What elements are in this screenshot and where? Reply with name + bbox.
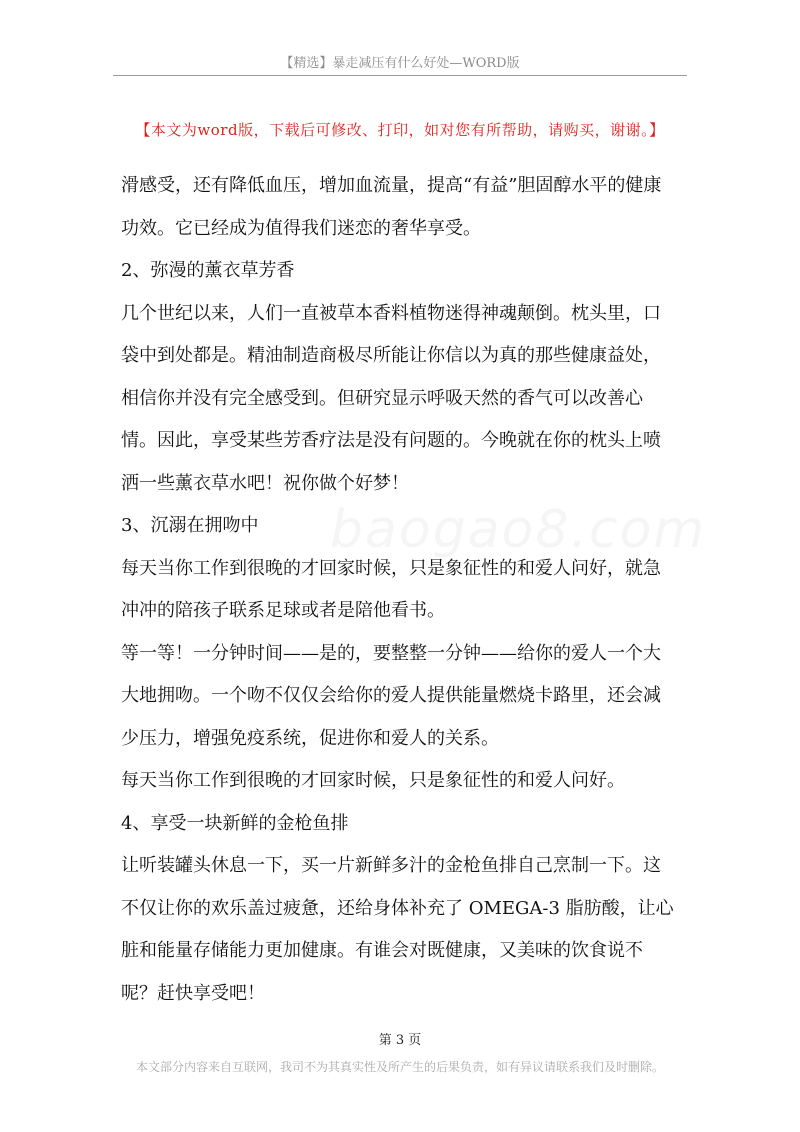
body-line: 每天当你工作到很晚的才回家时候，只是象征性的和爱人问好。 xyxy=(121,770,625,791)
section-heading: 3、沉溺在拥吻中 xyxy=(121,515,259,536)
body-text xyxy=(121,165,681,1015)
body-line: 冲冲的陪孩子联系足球或者是陪他看书。 xyxy=(121,600,445,621)
body-line: 滑感受，还有降低血压，增加血流量，提高“有益”胆固醇水平的健康 xyxy=(121,175,662,196)
body-line: 洒一些薰衣草水吧！祝你做个好梦！ xyxy=(121,472,409,494)
body-line: 让听装罐头休息一下，买一片新鲜多汁的金枪鱼排自己烹制一下。这 xyxy=(121,855,661,876)
body-line: 袋中到处都是。精油制造商极尽所能让你信以为真的那些健康益处， xyxy=(121,345,661,366)
body-line: 少压力，增强免疫系统，促进你和爱人的关系。 xyxy=(121,727,499,749)
page-number: 第 3 页 xyxy=(378,1033,422,1048)
body-line: 不仅让你的欢乐盖过疲惫，还给身体补充了 OMEGA-3 脂肪酸，让心 xyxy=(121,897,674,919)
body-line: 每天当你工作到很晚的才回家时候，只是象征性的和爱人问好，就急 xyxy=(121,557,661,579)
body-line: 功效。它已经成为值得我们迷恋的奢华享受。 xyxy=(121,217,481,239)
footer-disclaimer: 本文部分内容来自互联网，我司不为其真实性及所产生的后果负责，如有异议请联系我们及时删除。 xyxy=(135,1060,664,1074)
body-line: 相信你并没有完全感受到。但研究显示呼吸天然的香气可以改善心 xyxy=(121,387,643,409)
section-heading: 2、弥漫的薰衣草芳香 xyxy=(121,260,295,281)
section-heading: 4、享受一块新鲜的金枪鱼排 xyxy=(121,812,349,834)
body-line: 几个世纪以来，人们一直被草本香料植物迷得神魂颠倒。枕头里，口 xyxy=(121,302,661,324)
body-line: 大地拥吻。一个吻不仅仅会给你的爱人提供能量燃烧卡路里，还会减 xyxy=(121,685,661,706)
watermark: baogao8.com xyxy=(330,500,707,560)
body-line: 等一等！一分钟时间——是的，要整整一分钟——给你的爱人一个大 xyxy=(121,642,661,664)
body-line: 情。因此，享受某些芳香疗法是没有问题的。今晚就在你的枕头上喷 xyxy=(121,430,661,451)
body-line: 脏和能量存储能力更加健康。有谁会对既健康，又美味的饮食说不 xyxy=(121,940,643,961)
page-header-title: 【精选】暴走减压有什么好处—WORD版 xyxy=(280,56,520,71)
body-line: 呢？赶快享受吧！ xyxy=(121,982,265,1004)
download-notice: 【本文为word版，下载后可修改、打印，如对您有所帮助，请购买，谢谢。】 xyxy=(135,121,665,139)
header-divider xyxy=(113,75,687,76)
